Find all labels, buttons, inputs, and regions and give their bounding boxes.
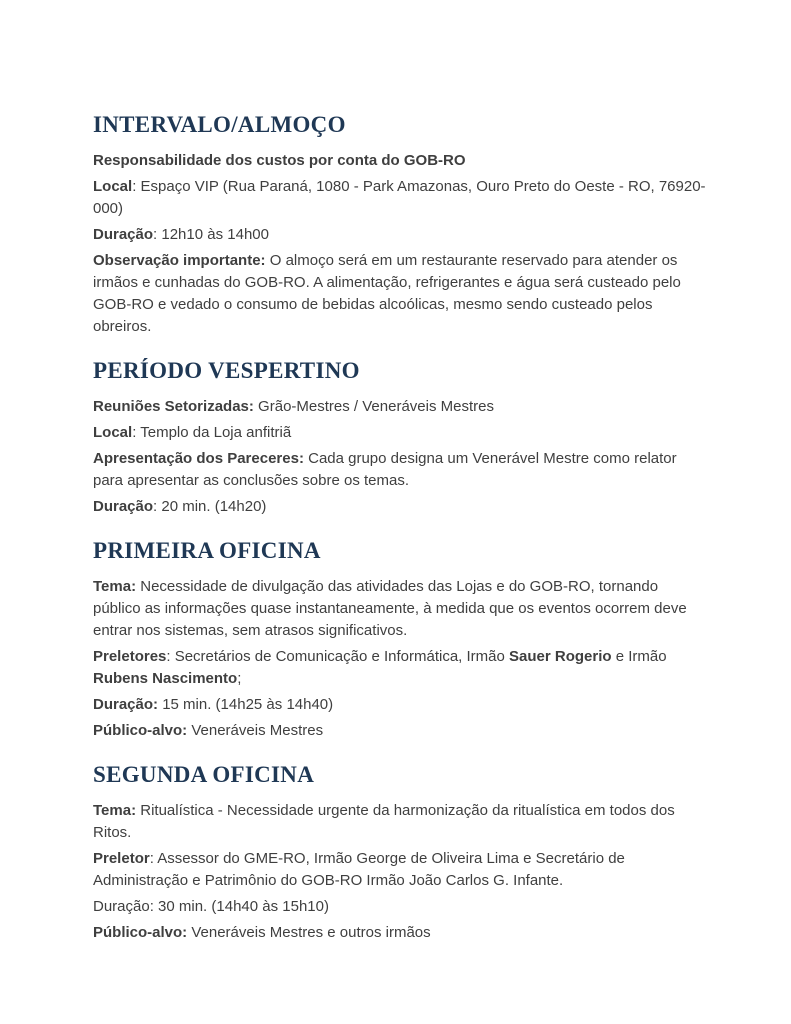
- location-field: [93, 176, 707, 220]
- presentation-value: Cada grupo designa um Venerável Mestre como relator para apresentar as conclusões sobre os temas.: [93, 450, 677, 489]
- audience-value: Veneráveis Mestres: [187, 722, 324, 739]
- duration-field: [93, 224, 707, 246]
- speaker-label: Preletor: [93, 850, 150, 867]
- duration-label: Duração:: [93, 696, 159, 713]
- theme-field: [93, 576, 707, 642]
- responsibility-text: Responsabilidade dos custos por conta do GOB-RO: [93, 152, 466, 169]
- speaker-name: Rubens Nascimento: [93, 670, 238, 687]
- speakers-field: [93, 646, 707, 690]
- section-heading: INTERVALO/ALMOÇO: [93, 112, 346, 137]
- location-field: [93, 422, 707, 444]
- section-intervalo-almoco: [93, 112, 707, 338]
- section-periodo-vespertino: [93, 358, 707, 518]
- theme-value: Ritualística - Necessidade urgente da harmonização da ritualística em todos dos Ritos.: [93, 802, 675, 841]
- duration-text: Duração: 30 min. (14h40 às 15h10): [93, 898, 329, 915]
- presentation-field: [93, 448, 707, 492]
- audience-field: [93, 922, 707, 944]
- speakers-label: Preletores: [93, 648, 167, 665]
- location-value: : Espaço VIP (Rua Paraná, 1080 - Park Amazonas, Ouro Preto do Oeste - RO, 76920-000): [93, 178, 706, 217]
- sectorized-meetings-label: Reuniões Setorizadas:: [93, 398, 254, 415]
- audience-label: Público-alvo:: [93, 924, 188, 941]
- duration-field: [93, 496, 707, 518]
- theme-label: Tema:: [93, 802, 137, 819]
- location-label: Local: [93, 424, 133, 441]
- duration-label: Duração: [93, 498, 154, 515]
- theme-label: Tema:: [93, 578, 137, 595]
- sectorized-meetings-field: [93, 396, 707, 418]
- theme-field: [93, 800, 707, 844]
- location-value: : Templo da Loja anfitriã: [132, 424, 292, 441]
- presentation-label: Apresentação dos Pareceres:: [93, 450, 304, 467]
- speakers-text: e Irmão: [611, 648, 667, 665]
- duration-field: [93, 896, 707, 918]
- section-heading: PRIMEIRA OFICINA: [93, 538, 321, 563]
- important-note-value: O almoço será em um restaurante reservado para atender os irmãos e cunhadas do GOB-RO. A alimentação, refrigerantes e água será custeado pelo GOB-RO e vedado o consumo de bebidas alcoólicas, mesmo sendo custeado pelos obreiros.: [93, 252, 681, 335]
- section-segunda-oficina: [93, 762, 707, 944]
- important-note-field: [93, 250, 707, 338]
- sectorized-meetings-value: Grão-Mestres / Veneráveis Mestres: [253, 398, 494, 415]
- speaker-value: : Assessor do GME-RO, Irmão George de Oliveira Lima e Secretário de Administração e Patrimônio do GOB-RO Irmão João Carlos G. Infante.: [93, 850, 625, 889]
- speaker-name: Sauer Rogerio: [509, 648, 612, 665]
- audience-value: Veneráveis Mestres e outros irmãos: [187, 924, 431, 941]
- speaker-field: [93, 848, 707, 892]
- theme-value: Necessidade de divulgação das atividades das Lojas e do GOB-RO, tornando público as informações quase instantaneamente, à medida que os eventos ocorrem deve entrar nos sistemas, sem atrasos significativos.: [93, 578, 687, 639]
- important-note-label: Observação importante:: [93, 252, 266, 269]
- location-label: Local: [93, 178, 133, 195]
- section-heading: SEGUNDA OFICINA: [93, 762, 315, 787]
- speakers-text: : Secretários de Comunicação e Informática, Irmão: [166, 648, 510, 665]
- duration-label: Duração: [93, 226, 154, 243]
- audience-field: [93, 720, 707, 742]
- duration-value: 15 min. (14h25 às 14h40): [158, 696, 334, 713]
- section-primeira-oficina: [93, 538, 707, 742]
- duration-field: [93, 694, 707, 716]
- responsibility-note: [93, 150, 707, 172]
- duration-value: : 20 min. (14h20): [153, 498, 267, 515]
- audience-label: Público-alvo:: [93, 722, 188, 739]
- speakers-text: ;: [237, 670, 242, 687]
- section-heading: PERÍODO VESPERTINO: [93, 358, 360, 383]
- duration-value: : 12h10 às 14h00: [153, 226, 269, 243]
